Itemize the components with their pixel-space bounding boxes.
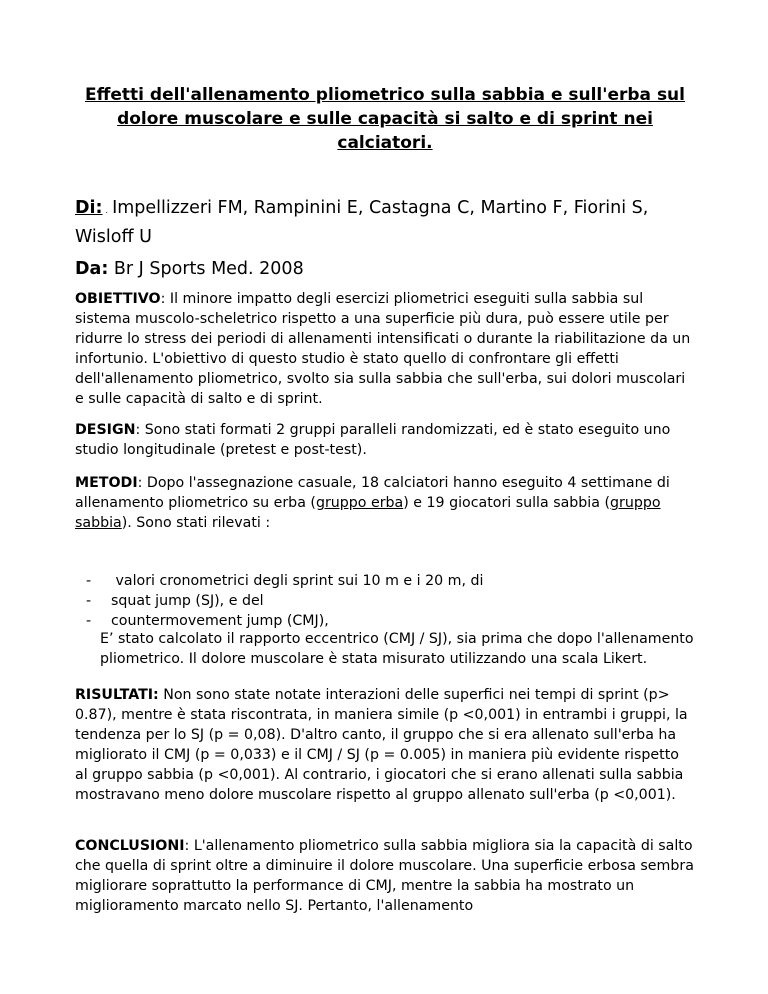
- authors-line: [75, 195, 695, 251]
- source-text: Br J Sports Med. 2008: [113, 259, 304, 279]
- objective-label: OBIETTIVO: [75, 291, 161, 307]
- list-dash: -: [86, 593, 92, 609]
- source-label: Da:: [75, 259, 109, 279]
- list-item-text: countermovement jump (CMJ),: [111, 613, 329, 629]
- authors-text: Impellizzeri FM, Rampinini E, Castagna C, Martino F, Fiorini S, Wisloff U: [75, 198, 649, 247]
- objective-paragraph: [75, 289, 695, 409]
- list-item-text: valori cronometrici degli sprint sui 10 m e i 20 m, di: [111, 573, 484, 589]
- results-text: Non sono state notate interazioni delle superfici nei tempi di sprint (p> 0.87), mentre è stata riscontrata, in maniera simile (p <0,001) in entrambi i gruppi, la tendenza per lo SJ (p = 0,08). D'altro canto, il gruppo che si era allenato sull'erba ha migliorato il CMJ (p = 0,033) e il CMJ / SJ (p = 0.005) in maniera più evidente rispetto al gruppo sabbia (p <0,001). Al contrario, i giocatori che si erano allenati sulla sabbia mostravano meno dolore muscolare rispetto al gruppo allenato sull'erba (p <0,001).: [75, 687, 688, 803]
- design-paragraph: [75, 420, 695, 460]
- methods-text-1: : Dopo l'assegnazione casuale, 18 calciatori hanno eseguito 4 settimane di allenamento pliometrico su erba (: [75, 475, 670, 511]
- methods-followup-paragraph: E’ stato calcolato il rapporto eccentrico (CMJ / SJ), sia prima che dopo l'allenamento pliometrico. Il dolore muscolare è stata misurato utilizzando una scala Likert.: [100, 631, 694, 667]
- results-paragraph: [75, 685, 695, 805]
- list-item-text: squat jump (SJ), e del: [111, 593, 264, 609]
- methods-text-2: ) e 19 giocatori sulla sabbia (: [403, 495, 610, 511]
- list-item: [75, 611, 695, 631]
- conclusions-label: CONCLUSIONI: [75, 838, 185, 854]
- list-item: [75, 571, 695, 591]
- methods-text-3: ). Sono stati rilevati :: [121, 515, 271, 531]
- objective-text: : Il minore impatto degli esercizi pliometrici eseguiti sulla sabbia sul sistema muscolo-scheletrico rispetto a una superficie più dura, può essere utile per ridurre lo stress dei periodi di allenamenti intensificati o durante la riabilitazione da un infortunio. L'obiettivo di questo studio è stato quello di confrontare gli effetti dell'allenamento pliometrico, svolto sia sulla sabbia che sull'erba, sui dolori muscolari e sulle capacità di salto e di sprint.: [75, 291, 691, 407]
- design-text: : Sono stati formati 2 gruppi paralleli randomizzati, ed è stato eseguito uno studio longitudinale (pretest e post-test).: [75, 422, 671, 458]
- document-title: Effetti dell'allenamento pliometrico sulla sabbia e sull'erba sul dolore muscolare e sulle capacità si salto e di sprint nei calciatori.: [85, 85, 685, 153]
- methods-paragraph: [75, 473, 695, 533]
- source-line: [75, 256, 695, 283]
- authors-label: Di:: [75, 198, 103, 218]
- conclusions-text: : L'allenamento pliometrico sulla sabbia migliora sia la capacità di salto che quella di sprint oltre a diminuire il dolore muscolare. Una superficie erbosa sembra migliorare soprattutto la performance di CMJ, mentre la sabbia ha mostrato un miglioramento marcato nello SJ. Pertanto, l'allenamento: [75, 838, 694, 914]
- methods-group-erba: gruppo erba: [315, 495, 404, 511]
- design-label: DESIGN: [75, 422, 136, 438]
- methods-group-sabbia: gruppo sabbia: [75, 495, 661, 531]
- list-dash: -: [86, 613, 92, 629]
- list-item: [75, 591, 695, 611]
- conclusions-paragraph: [75, 836, 695, 916]
- authors-separator: .: [105, 206, 109, 215]
- list-dash: -: [86, 573, 92, 589]
- methods-label: METODI: [75, 475, 138, 491]
- measures-list: [75, 571, 695, 631]
- results-label: RISULTATI:: [75, 687, 159, 703]
